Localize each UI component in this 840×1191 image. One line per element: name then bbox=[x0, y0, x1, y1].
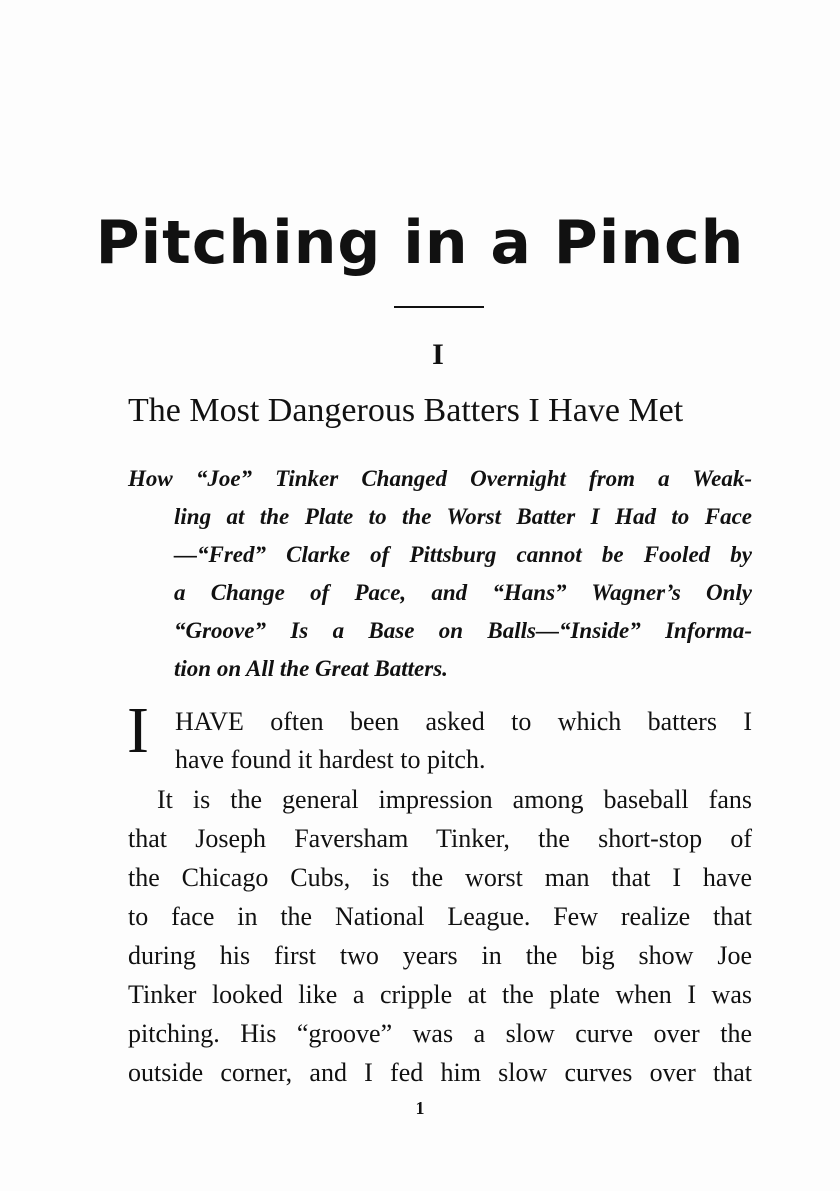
body-line: HAVE often been asked to which batters I bbox=[175, 707, 752, 736]
chapter-title: The Most Dangerous Batters I Have Met bbox=[128, 392, 684, 429]
title-rule bbox=[394, 306, 484, 308]
body-line: Tinker looked like a cripple at the plate when I was bbox=[128, 980, 752, 1009]
body-line: have found it hardest to pitch. bbox=[175, 745, 486, 774]
page-number: 1 bbox=[415, 1098, 425, 1118]
body-line: pitching. His “groove” was a slow curve over the bbox=[128, 1019, 752, 1048]
chapter-summary bbox=[128, 460, 752, 688]
body-line: outside corner, and I fed him slow curves over that bbox=[128, 1058, 752, 1087]
body-line: It is the general impression among baseball fans bbox=[157, 785, 752, 814]
summary-line: How “Joe” Tinker Changed Overnight from a Weak- bbox=[128, 466, 752, 491]
summary-line: ling at the Plate to the Worst Batter I Had to Face bbox=[174, 504, 752, 529]
summary-line: “Groove” Is a Base on Balls—“Inside” Informa- bbox=[174, 618, 752, 643]
body-line: to face in the National League. Few realize that bbox=[128, 902, 752, 931]
chapter-number: I bbox=[432, 338, 444, 371]
body-line: that Joseph Faversham Tinker, the short-stop of bbox=[128, 824, 752, 853]
summary-line: —“Fred” Clarke of Pittsburg cannot be Fooled by bbox=[174, 542, 752, 567]
book-title: Pitching in a Pinch bbox=[95, 208, 745, 278]
body-line: the Chicago Cubs, is the worst man that I have bbox=[128, 863, 752, 892]
body-line: during his first two years in the big show Joe bbox=[128, 941, 752, 970]
summary-line: a Change of Pace, and “Hans” Wagner’s Only bbox=[174, 580, 752, 605]
summary-line: tion on All the Great Batters. bbox=[174, 656, 448, 681]
drop-cap: I bbox=[127, 694, 149, 767]
